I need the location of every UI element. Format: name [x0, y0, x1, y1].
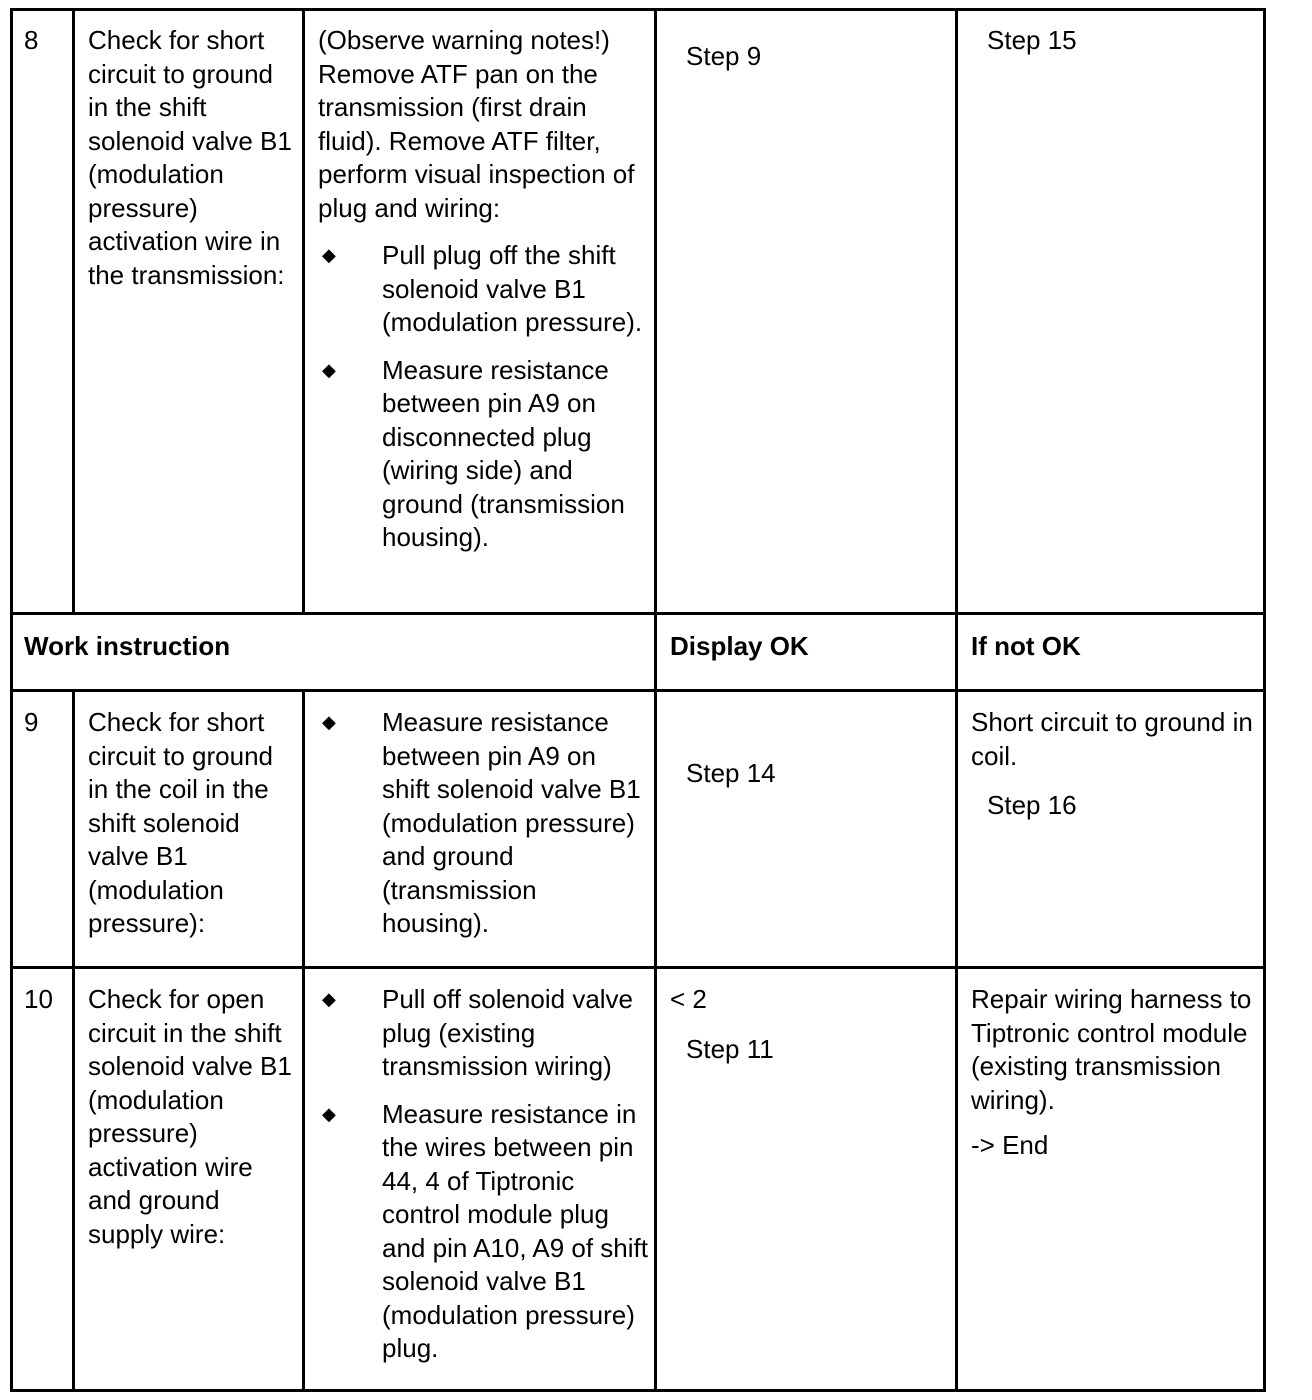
row-9-notok-text: Short circuit to ground in coil.: [971, 707, 1253, 771]
row-9-step-number: 9: [24, 707, 39, 737]
row-8-bullet-1: [318, 239, 650, 340]
row-9-bullet-1: [318, 706, 650, 941]
row-8-test: Check for short circuit to ground in the shift solenoid valve B1 (modulation pressure) activation wire in the transmission:: [88, 25, 292, 290]
row-8-bullet-2: [318, 354, 650, 555]
rule-right: [1263, 8, 1266, 1392]
rule-col-notok: [955, 8, 958, 1392]
row-9-not-ok: [971, 706, 1256, 823]
rule-bottom: [10, 1389, 1266, 1392]
bullet-diamond-icon: ◆: [322, 989, 336, 1009]
rule-left: [10, 8, 13, 1392]
row-10-ok-value: < 2: [670, 984, 707, 1014]
row-9-notok-step: Step 16: [987, 790, 1077, 820]
rule-after-header: [10, 689, 1266, 692]
row-8-ok-value: [670, 24, 950, 40]
row-8-not-ok: [971, 24, 1256, 58]
row-10-bullet-2: [318, 1098, 650, 1366]
bullet-diamond-icon: ◆: [322, 359, 336, 380]
row-8-display-ok: [670, 24, 950, 74]
row-10-ok-step: Step 11: [686, 1033, 774, 1064]
row-10-notok-text: Repair wiring harness to Tiptronic control module (existing transmission wiring).: [971, 984, 1252, 1115]
bullet-diamond-icon: ◆: [322, 245, 336, 265]
bullet-diamond-icon: ◆: [322, 1103, 336, 1124]
header-if-not-ok: If not OK: [971, 631, 1081, 661]
row-10-bullet-1-text: Pull off solenoid valve plug (existing transmission wiring): [382, 984, 634, 1081]
header-display-ok: Display OK: [670, 631, 809, 661]
row-9-ok-step: Step 14: [686, 758, 776, 788]
row-8-ok-step: Step 9: [686, 41, 762, 71]
rule-after-row-8: [10, 612, 1266, 615]
row-8-bullet-2-text: Measure resistance between pin A9 on disconnected plug (wiring side) and ground (transmission housing).: [382, 354, 625, 552]
rule-col-step-a: [72, 8, 75, 615]
rule-col-test-b: [302, 689, 305, 1392]
row-9-bullet-1-text: Measure resistance between pin A9 on shift solenoid valve B1 (modulation pressure) and ground (transmission housing).: [382, 707, 641, 938]
row-10-notok-step: -> End: [971, 1130, 1049, 1160]
row-8-procedure: [318, 24, 650, 555]
row-10-bullet-1: [318, 983, 650, 1084]
row-9-test: Check for short circuit to ground in the coil in the shift solenoid valve B1 (modulation pressure):: [88, 707, 273, 938]
rule-top: [10, 8, 1266, 11]
row-8-step-number: 8: [24, 25, 39, 55]
rule-col-ok: [654, 8, 657, 1392]
rule-col-step-b: [72, 689, 75, 1392]
rule-after-row-9: [10, 966, 1266, 969]
row-8-notok-step: Step 15: [987, 25, 1077, 55]
row-10-test: Check for open circuit in the shift solenoid valve B1 (modulation pressure) activation wire and ground supply wire:: [88, 984, 292, 1249]
row-10-procedure: [318, 983, 650, 1366]
bullet-diamond-icon: ◆: [322, 712, 336, 732]
row-10-bullet-2-text: Measure resistance in the wires between pin 44, 4 of Tiptronic control module plug and pin A10, A9 of shift solenoid valve B1 (modulation pressure) plug.: [382, 1098, 648, 1363]
row-9-procedure: [318, 706, 650, 941]
header-work-instruction: Work instruction: [24, 631, 231, 661]
row-10-not-ok: [971, 983, 1256, 1163]
row-10-display-ok: [670, 983, 950, 1066]
rule-col-test-a: [302, 8, 305, 615]
row-8-intro: (Observe warning notes!) Remove ATF pan on the transmission (first drain fluid). Remove ATF filter, perform visual inspection of plug and wiring:: [318, 25, 635, 223]
row-8-bullet-1-text: Pull plug off the shift solenoid valve B1 (modulation pressure).: [382, 240, 643, 337]
row-10-step-number: 10: [24, 984, 53, 1014]
